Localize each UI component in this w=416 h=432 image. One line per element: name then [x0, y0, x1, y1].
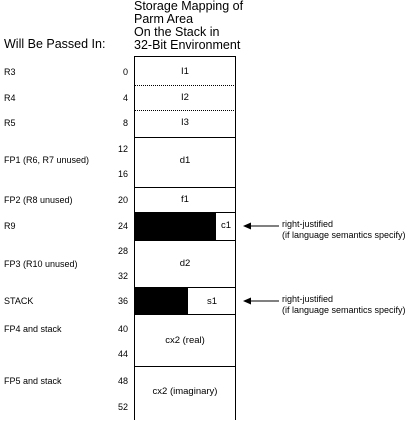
storage-cell-label: f1: [181, 194, 189, 205]
offset-label: 12: [117, 144, 128, 154]
register-label: FP4 and stack: [4, 324, 62, 334]
arrow-icon: [243, 298, 279, 305]
right-column-title-line-2: Parm Area: [134, 12, 194, 26]
register-label: FP5 and stack: [4, 376, 62, 386]
register-label: FP2 (R8 unused): [4, 195, 73, 205]
annotation-line: right-justified: [282, 294, 334, 304]
offset-label: 0: [122, 67, 128, 77]
register-label: R9: [4, 221, 16, 231]
offset-label: 32: [117, 271, 128, 281]
register-label: FP1 (R6, R7 unused): [4, 155, 90, 165]
annotation-note: [282, 219, 406, 241]
offset-label: 48: [117, 376, 128, 386]
storage-cell-label: d1: [179, 155, 191, 166]
offset-label: 4: [122, 93, 128, 103]
storage-cell-label: cx2 (imaginary): [152, 386, 218, 397]
offset-label: 40: [117, 324, 128, 334]
offset-label: 24: [117, 221, 128, 231]
left-column-title: Will Be Passed In:: [4, 37, 106, 51]
offset-label: 36: [117, 296, 128, 306]
annotation-line: right-justified: [282, 219, 334, 229]
offset-label: 52: [117, 402, 128, 412]
right-column-title-line-4: 32-Bit Environment: [134, 38, 241, 52]
arrow-icon: [243, 223, 279, 230]
register-label: FP3 (R10 unused): [4, 259, 78, 269]
storage-cell-label: I2: [181, 92, 189, 103]
offset-label: 44: [117, 349, 128, 359]
offset-label: 20: [117, 195, 128, 205]
offset-label: 28: [117, 246, 128, 256]
storage-cell-label: cx2 (real): [165, 335, 205, 346]
storage-cell-label: I3: [181, 117, 189, 128]
right-column-title-line-1: Storage Mapping of: [134, 0, 244, 13]
offset-label: 8: [122, 118, 128, 128]
offset-label: 16: [117, 169, 128, 179]
register-label: R4: [4, 93, 16, 103]
storage-cell-label: d2: [179, 258, 191, 269]
storage-cell-label: I1: [181, 66, 189, 77]
storage-cell-label: s1: [206, 296, 218, 307]
right-column-title-line-3: On the Stack in: [134, 25, 220, 39]
register-label: STACK: [4, 296, 34, 306]
register-label: R5: [4, 118, 16, 128]
annotation-note: [282, 294, 406, 316]
annotation-line: (if language semantics specify): [282, 305, 406, 315]
register-label: R3: [4, 67, 16, 77]
storage-cell-label: c1: [220, 220, 232, 231]
annotation-line: (if language semantics specify): [282, 230, 406, 240]
